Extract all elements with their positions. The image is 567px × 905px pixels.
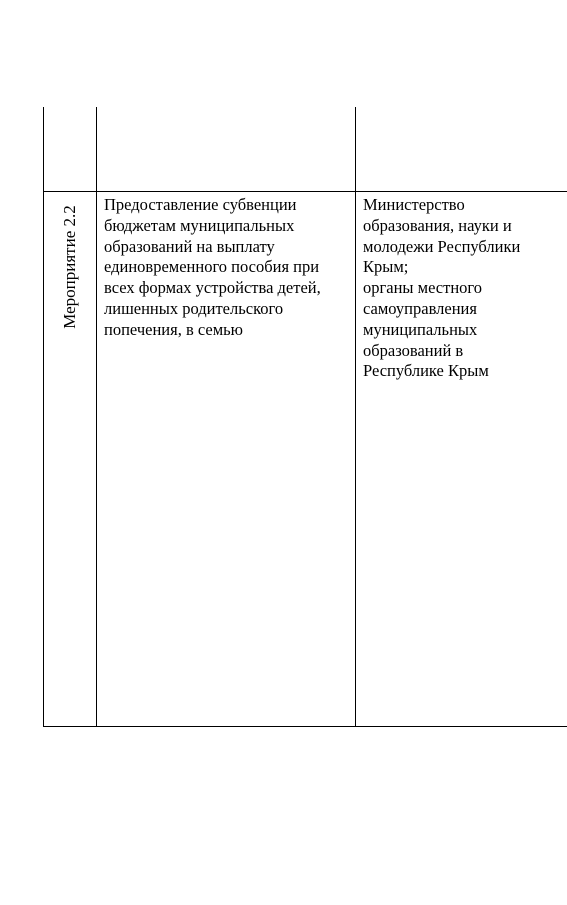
event-label: Мероприятие 2.2	[60, 205, 79, 329]
table-column-divider-2	[355, 107, 356, 727]
event-description: Предоставление субвенции бюджетам муниципальных образований на выплату единовременного пособия при всех формах устройства детей, лишенных родительского попечения, в семью	[104, 195, 321, 339]
table-row-divider	[43, 191, 567, 192]
event-label-cell	[44, 192, 96, 342]
responsible-executors: Министерство образования, науки и молодежи Республики Крым; органы местного самоуправления муниципальных образований в Республике Крым	[363, 195, 521, 381]
table-column-divider-1	[96, 107, 97, 727]
table-border-bottom	[43, 726, 567, 727]
